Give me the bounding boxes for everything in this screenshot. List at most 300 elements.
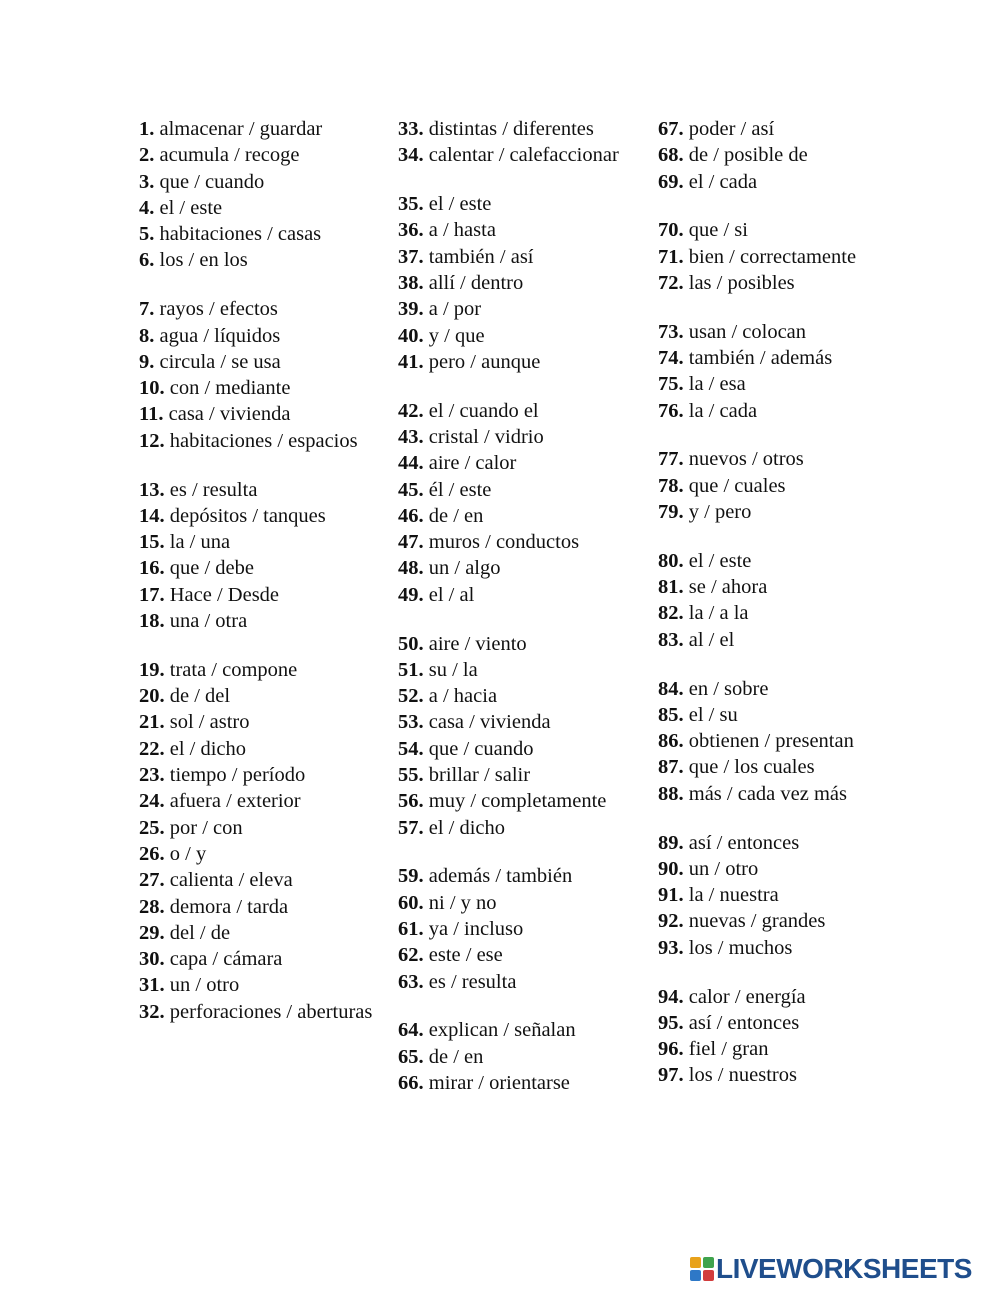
answer-item bbox=[398, 142, 648, 168]
answer-item bbox=[398, 555, 648, 581]
answer-item bbox=[658, 935, 898, 961]
answer-text: en / sobre bbox=[688, 677, 769, 700]
answer-item bbox=[658, 856, 898, 882]
answer-item bbox=[398, 323, 648, 349]
answer-text: obtienen / presentan bbox=[688, 730, 854, 753]
answer-group bbox=[398, 398, 648, 608]
answer-text: ya / incluso bbox=[428, 918, 524, 941]
answer-text: usan / colocan bbox=[688, 320, 807, 343]
answer-text: que / cuando bbox=[159, 170, 265, 193]
answer-number: 40. bbox=[398, 324, 424, 347]
answer-item bbox=[658, 882, 898, 908]
answer-number: 4. bbox=[139, 196, 155, 219]
answer-number: 24. bbox=[139, 790, 165, 813]
answer-item bbox=[658, 676, 898, 702]
answer-text: que / cuando bbox=[428, 737, 534, 760]
answer-number: 29. bbox=[139, 921, 165, 944]
answer-text: o / y bbox=[169, 842, 207, 865]
answer-item bbox=[658, 499, 898, 525]
answer-text: almacenar / guardar bbox=[159, 118, 323, 140]
answer-number: 64. bbox=[398, 1019, 424, 1042]
answer-text: y / pero bbox=[688, 501, 752, 524]
answer-item bbox=[398, 890, 648, 916]
answer-text: un / otro bbox=[169, 974, 240, 997]
answer-number: 90. bbox=[658, 857, 684, 880]
answer-item bbox=[139, 142, 374, 168]
answer-text: la / una bbox=[169, 531, 231, 554]
answer-item bbox=[398, 529, 648, 555]
answer-item bbox=[139, 428, 374, 454]
answer-text: distintas / diferentes bbox=[428, 118, 594, 140]
answer-number: 82. bbox=[658, 602, 684, 625]
answer-item bbox=[398, 969, 648, 995]
answer-text: muros / conductos bbox=[428, 531, 580, 554]
answer-text: el / dicho bbox=[428, 816, 506, 839]
answer-item bbox=[139, 116, 374, 142]
answer-number: 62. bbox=[398, 944, 424, 967]
answer-number: 67. bbox=[658, 118, 684, 140]
answer-text: es / resulta bbox=[169, 478, 258, 501]
answer-text: nuevas / grandes bbox=[688, 910, 826, 933]
answer-number: 75. bbox=[658, 373, 684, 396]
answer-item bbox=[398, 657, 648, 683]
answer-number: 63. bbox=[398, 970, 424, 993]
answer-text: ni / y no bbox=[428, 891, 497, 914]
answer-item bbox=[139, 349, 374, 375]
answer-item bbox=[139, 894, 374, 920]
answer-number: 16. bbox=[139, 557, 165, 580]
answer-item bbox=[139, 683, 374, 709]
answer-text: acumula / recoge bbox=[159, 144, 300, 167]
answer-text: el / dicho bbox=[169, 737, 247, 760]
answer-number: 23. bbox=[139, 764, 165, 787]
answer-group bbox=[139, 116, 374, 274]
answer-text: nuevos / otros bbox=[688, 448, 804, 471]
answer-item bbox=[658, 116, 898, 142]
answer-column-2 bbox=[398, 116, 648, 1119]
answer-group bbox=[658, 548, 898, 653]
answer-number: 49. bbox=[398, 583, 424, 606]
answer-text: muy / completamente bbox=[428, 790, 607, 813]
answer-number: 89. bbox=[658, 831, 684, 854]
answer-text: que / cuales bbox=[688, 474, 786, 497]
answer-number: 18. bbox=[139, 610, 165, 633]
answer-item bbox=[658, 270, 898, 296]
answer-column-1 bbox=[139, 116, 374, 1048]
answer-number: 31. bbox=[139, 974, 165, 997]
answer-number: 43. bbox=[398, 425, 424, 448]
answer-text: al / el bbox=[688, 628, 735, 651]
answer-item bbox=[139, 788, 374, 814]
answer-text: que / los cuales bbox=[688, 756, 815, 779]
answer-text: así / entonces bbox=[688, 1011, 800, 1034]
answer-text: habitaciones / casas bbox=[159, 223, 322, 246]
answer-text: el / cuando el bbox=[428, 399, 539, 422]
answer-text: sol / astro bbox=[169, 711, 250, 734]
answer-number: 79. bbox=[658, 501, 684, 524]
answer-item bbox=[398, 683, 648, 709]
answer-group bbox=[658, 676, 898, 807]
answer-item bbox=[398, 942, 648, 968]
answer-text: mirar / orientarse bbox=[428, 1072, 570, 1094]
answer-text: un / algo bbox=[428, 557, 501, 580]
answer-item bbox=[139, 169, 374, 195]
answer-number: 50. bbox=[398, 632, 424, 655]
answer-number: 52. bbox=[398, 685, 424, 708]
answer-number: 74. bbox=[658, 347, 684, 370]
answer-text: de / posible de bbox=[688, 144, 808, 167]
answer-item bbox=[658, 345, 898, 371]
answer-item bbox=[139, 529, 374, 555]
answer-text: cristal / vidrio bbox=[428, 425, 544, 448]
answer-number: 11. bbox=[139, 403, 164, 426]
answer-number: 34. bbox=[398, 144, 424, 167]
answer-text: que / si bbox=[688, 219, 748, 242]
answer-text: del / de bbox=[169, 921, 231, 944]
answer-number: 25. bbox=[139, 816, 165, 839]
answer-number: 32. bbox=[139, 1000, 165, 1023]
answer-item bbox=[398, 863, 648, 889]
answer-text: a / hasta bbox=[428, 219, 496, 242]
answer-item bbox=[658, 1062, 898, 1088]
answer-text: aire / calor bbox=[428, 452, 517, 475]
answer-text: el / su bbox=[688, 703, 738, 726]
answer-text: su / la bbox=[428, 658, 478, 681]
answer-number: 81. bbox=[658, 576, 684, 599]
answer-item bbox=[139, 762, 374, 788]
answer-number: 71. bbox=[658, 245, 684, 268]
answer-text: explican / señalan bbox=[428, 1019, 576, 1042]
answer-number: 5. bbox=[139, 223, 155, 246]
answer-item bbox=[139, 195, 374, 221]
answer-item bbox=[398, 1070, 648, 1096]
answer-number: 15. bbox=[139, 531, 165, 554]
answer-number: 97. bbox=[658, 1064, 684, 1087]
answer-number: 36. bbox=[398, 219, 424, 242]
answer-number: 48. bbox=[398, 557, 424, 580]
answer-number: 72. bbox=[658, 271, 684, 294]
answer-number: 54. bbox=[398, 737, 424, 760]
answer-text: calentar / calefaccionar bbox=[428, 144, 619, 167]
answer-text: y / que bbox=[428, 324, 485, 347]
answer-item bbox=[398, 244, 648, 270]
answer-item bbox=[139, 555, 374, 581]
answer-item bbox=[398, 762, 648, 788]
answer-number: 61. bbox=[398, 918, 424, 941]
logo-text: LIVEWORKSHEETS bbox=[716, 1253, 972, 1284]
answer-number: 93. bbox=[658, 936, 684, 959]
answer-number: 86. bbox=[658, 730, 684, 753]
answer-number: 95. bbox=[658, 1011, 684, 1034]
answer-text: a / hacia bbox=[428, 685, 498, 708]
answer-item bbox=[139, 401, 374, 427]
answer-item bbox=[398, 116, 648, 142]
answer-item bbox=[398, 398, 648, 424]
answer-group bbox=[139, 477, 374, 635]
answer-item bbox=[658, 1036, 898, 1062]
answer-number: 10. bbox=[139, 377, 165, 400]
answer-item bbox=[658, 319, 898, 345]
answer-text: fiel / gran bbox=[688, 1038, 769, 1061]
answer-item bbox=[139, 608, 374, 634]
answer-text: el / al bbox=[428, 583, 475, 606]
answer-number: 66. bbox=[398, 1072, 424, 1094]
answer-text: también / además bbox=[688, 347, 833, 370]
answer-number: 38. bbox=[398, 271, 424, 294]
answer-number: 21. bbox=[139, 711, 165, 734]
answer-item bbox=[658, 728, 898, 754]
answer-item bbox=[658, 548, 898, 574]
answer-item bbox=[139, 582, 374, 608]
answer-item bbox=[139, 709, 374, 735]
answer-group bbox=[658, 319, 898, 424]
answer-number: 70. bbox=[658, 219, 684, 242]
answer-text: poder / así bbox=[688, 118, 775, 140]
answer-number: 19. bbox=[139, 658, 165, 681]
answer-item bbox=[139, 296, 374, 322]
answer-group bbox=[398, 1017, 648, 1096]
answer-item bbox=[658, 830, 898, 856]
answer-number: 37. bbox=[398, 245, 424, 268]
answer-number: 56. bbox=[398, 790, 424, 813]
answer-text: bien / correctamente bbox=[688, 245, 857, 268]
answer-text: habitaciones / espacios bbox=[169, 429, 358, 452]
answer-number: 41. bbox=[398, 350, 424, 373]
answer-item bbox=[658, 574, 898, 600]
answer-text: Hace / Desde bbox=[169, 583, 280, 606]
answer-item bbox=[139, 323, 374, 349]
answer-text: que / debe bbox=[169, 557, 254, 580]
answer-item bbox=[398, 709, 648, 735]
answer-number: 46. bbox=[398, 504, 424, 527]
answer-number: 73. bbox=[658, 320, 684, 343]
answer-text: de / en bbox=[428, 1045, 484, 1068]
answer-number: 78. bbox=[658, 474, 684, 497]
answer-item bbox=[658, 398, 898, 424]
answer-item bbox=[139, 477, 374, 503]
answer-number: 14. bbox=[139, 504, 165, 527]
answer-item bbox=[398, 916, 648, 942]
answer-text: pero / aunque bbox=[428, 350, 541, 373]
answer-number: 55. bbox=[398, 764, 424, 787]
answer-item bbox=[658, 142, 898, 168]
answer-number: 13. bbox=[139, 478, 165, 501]
answer-text: circula / se usa bbox=[159, 350, 281, 373]
answer-item bbox=[658, 908, 898, 934]
logo-blocks-icon bbox=[690, 1257, 714, 1281]
answer-item bbox=[398, 1044, 648, 1070]
answer-item bbox=[398, 631, 648, 657]
answer-number: 85. bbox=[658, 703, 684, 726]
answer-text: los / nuestros bbox=[688, 1064, 797, 1087]
answer-group bbox=[658, 830, 898, 961]
answer-number: 96. bbox=[658, 1038, 684, 1061]
answer-number: 12. bbox=[139, 429, 165, 452]
answer-text: la / nuestra bbox=[688, 884, 779, 907]
answer-number: 9. bbox=[139, 350, 155, 373]
answer-text: calor / energía bbox=[688, 985, 806, 1008]
answer-item bbox=[658, 473, 898, 499]
answer-number: 44. bbox=[398, 452, 424, 475]
answer-text: el / cada bbox=[688, 170, 758, 193]
answer-number: 80. bbox=[658, 549, 684, 572]
answer-text: más / cada vez más bbox=[688, 782, 847, 805]
answer-text: este / ese bbox=[428, 944, 503, 967]
answer-item bbox=[139, 999, 374, 1025]
answer-text: rayos / efectos bbox=[159, 298, 278, 321]
answer-text: el / este bbox=[159, 196, 223, 219]
answer-column-3 bbox=[658, 116, 898, 1111]
answer-number: 7. bbox=[139, 298, 155, 321]
answer-text: calienta / eleva bbox=[169, 869, 293, 892]
answer-item bbox=[398, 424, 648, 450]
liveworksheets-logo bbox=[690, 1254, 972, 1284]
answer-item bbox=[139, 946, 374, 972]
answer-text: de / en bbox=[428, 504, 484, 527]
answer-item bbox=[398, 477, 648, 503]
answer-number: 17. bbox=[139, 583, 165, 606]
answer-number: 77. bbox=[658, 448, 684, 471]
answer-number: 33. bbox=[398, 118, 424, 140]
answer-number: 22. bbox=[139, 737, 165, 760]
answer-text: tiempo / período bbox=[169, 764, 306, 787]
answer-text: con / mediante bbox=[169, 377, 291, 400]
answer-number: 28. bbox=[139, 895, 165, 918]
answer-item bbox=[398, 736, 648, 762]
answer-number: 68. bbox=[658, 144, 684, 167]
answer-item bbox=[658, 446, 898, 472]
answer-item bbox=[139, 867, 374, 893]
answer-item bbox=[658, 627, 898, 653]
answer-text: depósitos / tanques bbox=[169, 504, 326, 527]
answer-item bbox=[139, 841, 374, 867]
answer-number: 87. bbox=[658, 756, 684, 779]
answer-item bbox=[139, 503, 374, 529]
answer-text: el / este bbox=[428, 193, 492, 216]
answer-item bbox=[398, 191, 648, 217]
answer-group bbox=[658, 116, 898, 195]
answer-number: 1. bbox=[139, 118, 155, 140]
answer-number: 65. bbox=[398, 1045, 424, 1068]
answer-number: 26. bbox=[139, 842, 165, 865]
answer-number: 2. bbox=[139, 144, 155, 167]
answer-number: 6. bbox=[139, 249, 155, 272]
answer-group bbox=[139, 296, 374, 454]
answer-item bbox=[139, 815, 374, 841]
answer-text: perforaciones / aberturas bbox=[169, 1000, 373, 1023]
answer-text: un / otro bbox=[688, 857, 759, 880]
answer-item bbox=[658, 371, 898, 397]
answer-text: demora / tarda bbox=[169, 895, 289, 918]
answer-number: 51. bbox=[398, 658, 424, 681]
answer-number: 20. bbox=[139, 685, 165, 708]
answer-text: las / posibles bbox=[688, 271, 795, 294]
answer-number: 3. bbox=[139, 170, 155, 193]
answer-text: así / entonces bbox=[688, 831, 800, 854]
answer-number: 84. bbox=[658, 677, 684, 700]
answer-text: los / muchos bbox=[688, 936, 793, 959]
answer-item bbox=[658, 169, 898, 195]
answer-item bbox=[398, 1017, 648, 1043]
answer-text: los / en los bbox=[159, 249, 248, 272]
answer-group bbox=[658, 984, 898, 1089]
answer-item bbox=[139, 247, 374, 273]
answer-text: de / del bbox=[169, 685, 231, 708]
answer-item bbox=[398, 582, 648, 608]
answer-group bbox=[398, 191, 648, 375]
answer-item bbox=[658, 702, 898, 728]
answer-item bbox=[658, 600, 898, 626]
answer-group bbox=[398, 116, 648, 169]
answer-item bbox=[398, 788, 648, 814]
answer-number: 94. bbox=[658, 985, 684, 1008]
answer-item bbox=[658, 781, 898, 807]
answer-number: 30. bbox=[139, 948, 165, 971]
answer-number: 88. bbox=[658, 782, 684, 805]
answer-number: 92. bbox=[658, 910, 684, 933]
answer-item bbox=[398, 349, 648, 375]
answer-text: agua / líquidos bbox=[159, 324, 281, 347]
answer-group bbox=[658, 217, 898, 296]
answer-text: brillar / salir bbox=[428, 764, 531, 787]
answer-number: 91. bbox=[658, 884, 684, 907]
answer-item bbox=[398, 815, 648, 841]
answer-number: 60. bbox=[398, 891, 424, 914]
answer-text: aire / viento bbox=[428, 632, 527, 655]
answer-item bbox=[139, 375, 374, 401]
answer-item bbox=[139, 920, 374, 946]
answer-text: se / ahora bbox=[688, 576, 768, 599]
answer-text: la / cada bbox=[688, 399, 758, 422]
answer-text: el / este bbox=[688, 549, 752, 572]
answer-item bbox=[139, 736, 374, 762]
answer-number: 83. bbox=[658, 628, 684, 651]
answer-item bbox=[139, 972, 374, 998]
answer-group bbox=[398, 863, 648, 994]
answer-group bbox=[139, 657, 374, 1025]
answer-text: trata / compone bbox=[169, 658, 298, 681]
answer-item bbox=[658, 984, 898, 1010]
answer-number: 53. bbox=[398, 711, 424, 734]
answer-item bbox=[398, 450, 648, 476]
answer-number: 59. bbox=[398, 865, 424, 888]
answer-number: 45. bbox=[398, 478, 424, 501]
answer-number: 39. bbox=[398, 298, 424, 321]
answer-text: la / a la bbox=[688, 602, 749, 625]
answer-item bbox=[139, 221, 374, 247]
answer-text: además / también bbox=[428, 865, 573, 888]
answer-text: él / este bbox=[428, 478, 492, 501]
answer-text: casa / vivienda bbox=[428, 711, 551, 734]
answer-text: por / con bbox=[169, 816, 243, 839]
answer-text: afuera / exterior bbox=[169, 790, 301, 813]
answer-text: casa / vivienda bbox=[168, 403, 291, 426]
answer-item bbox=[658, 1010, 898, 1036]
answer-item bbox=[398, 270, 648, 296]
answer-text: la / esa bbox=[688, 373, 746, 396]
answer-item bbox=[658, 754, 898, 780]
answer-number: 69. bbox=[658, 170, 684, 193]
answer-item bbox=[398, 503, 648, 529]
answer-item bbox=[658, 217, 898, 243]
answer-number: 8. bbox=[139, 324, 155, 347]
answer-group bbox=[658, 446, 898, 525]
answer-text: es / resulta bbox=[428, 970, 517, 993]
answer-text: capa / cámara bbox=[169, 948, 283, 971]
answer-number: 42. bbox=[398, 399, 424, 422]
answer-item bbox=[139, 657, 374, 683]
answer-number: 57. bbox=[398, 816, 424, 839]
